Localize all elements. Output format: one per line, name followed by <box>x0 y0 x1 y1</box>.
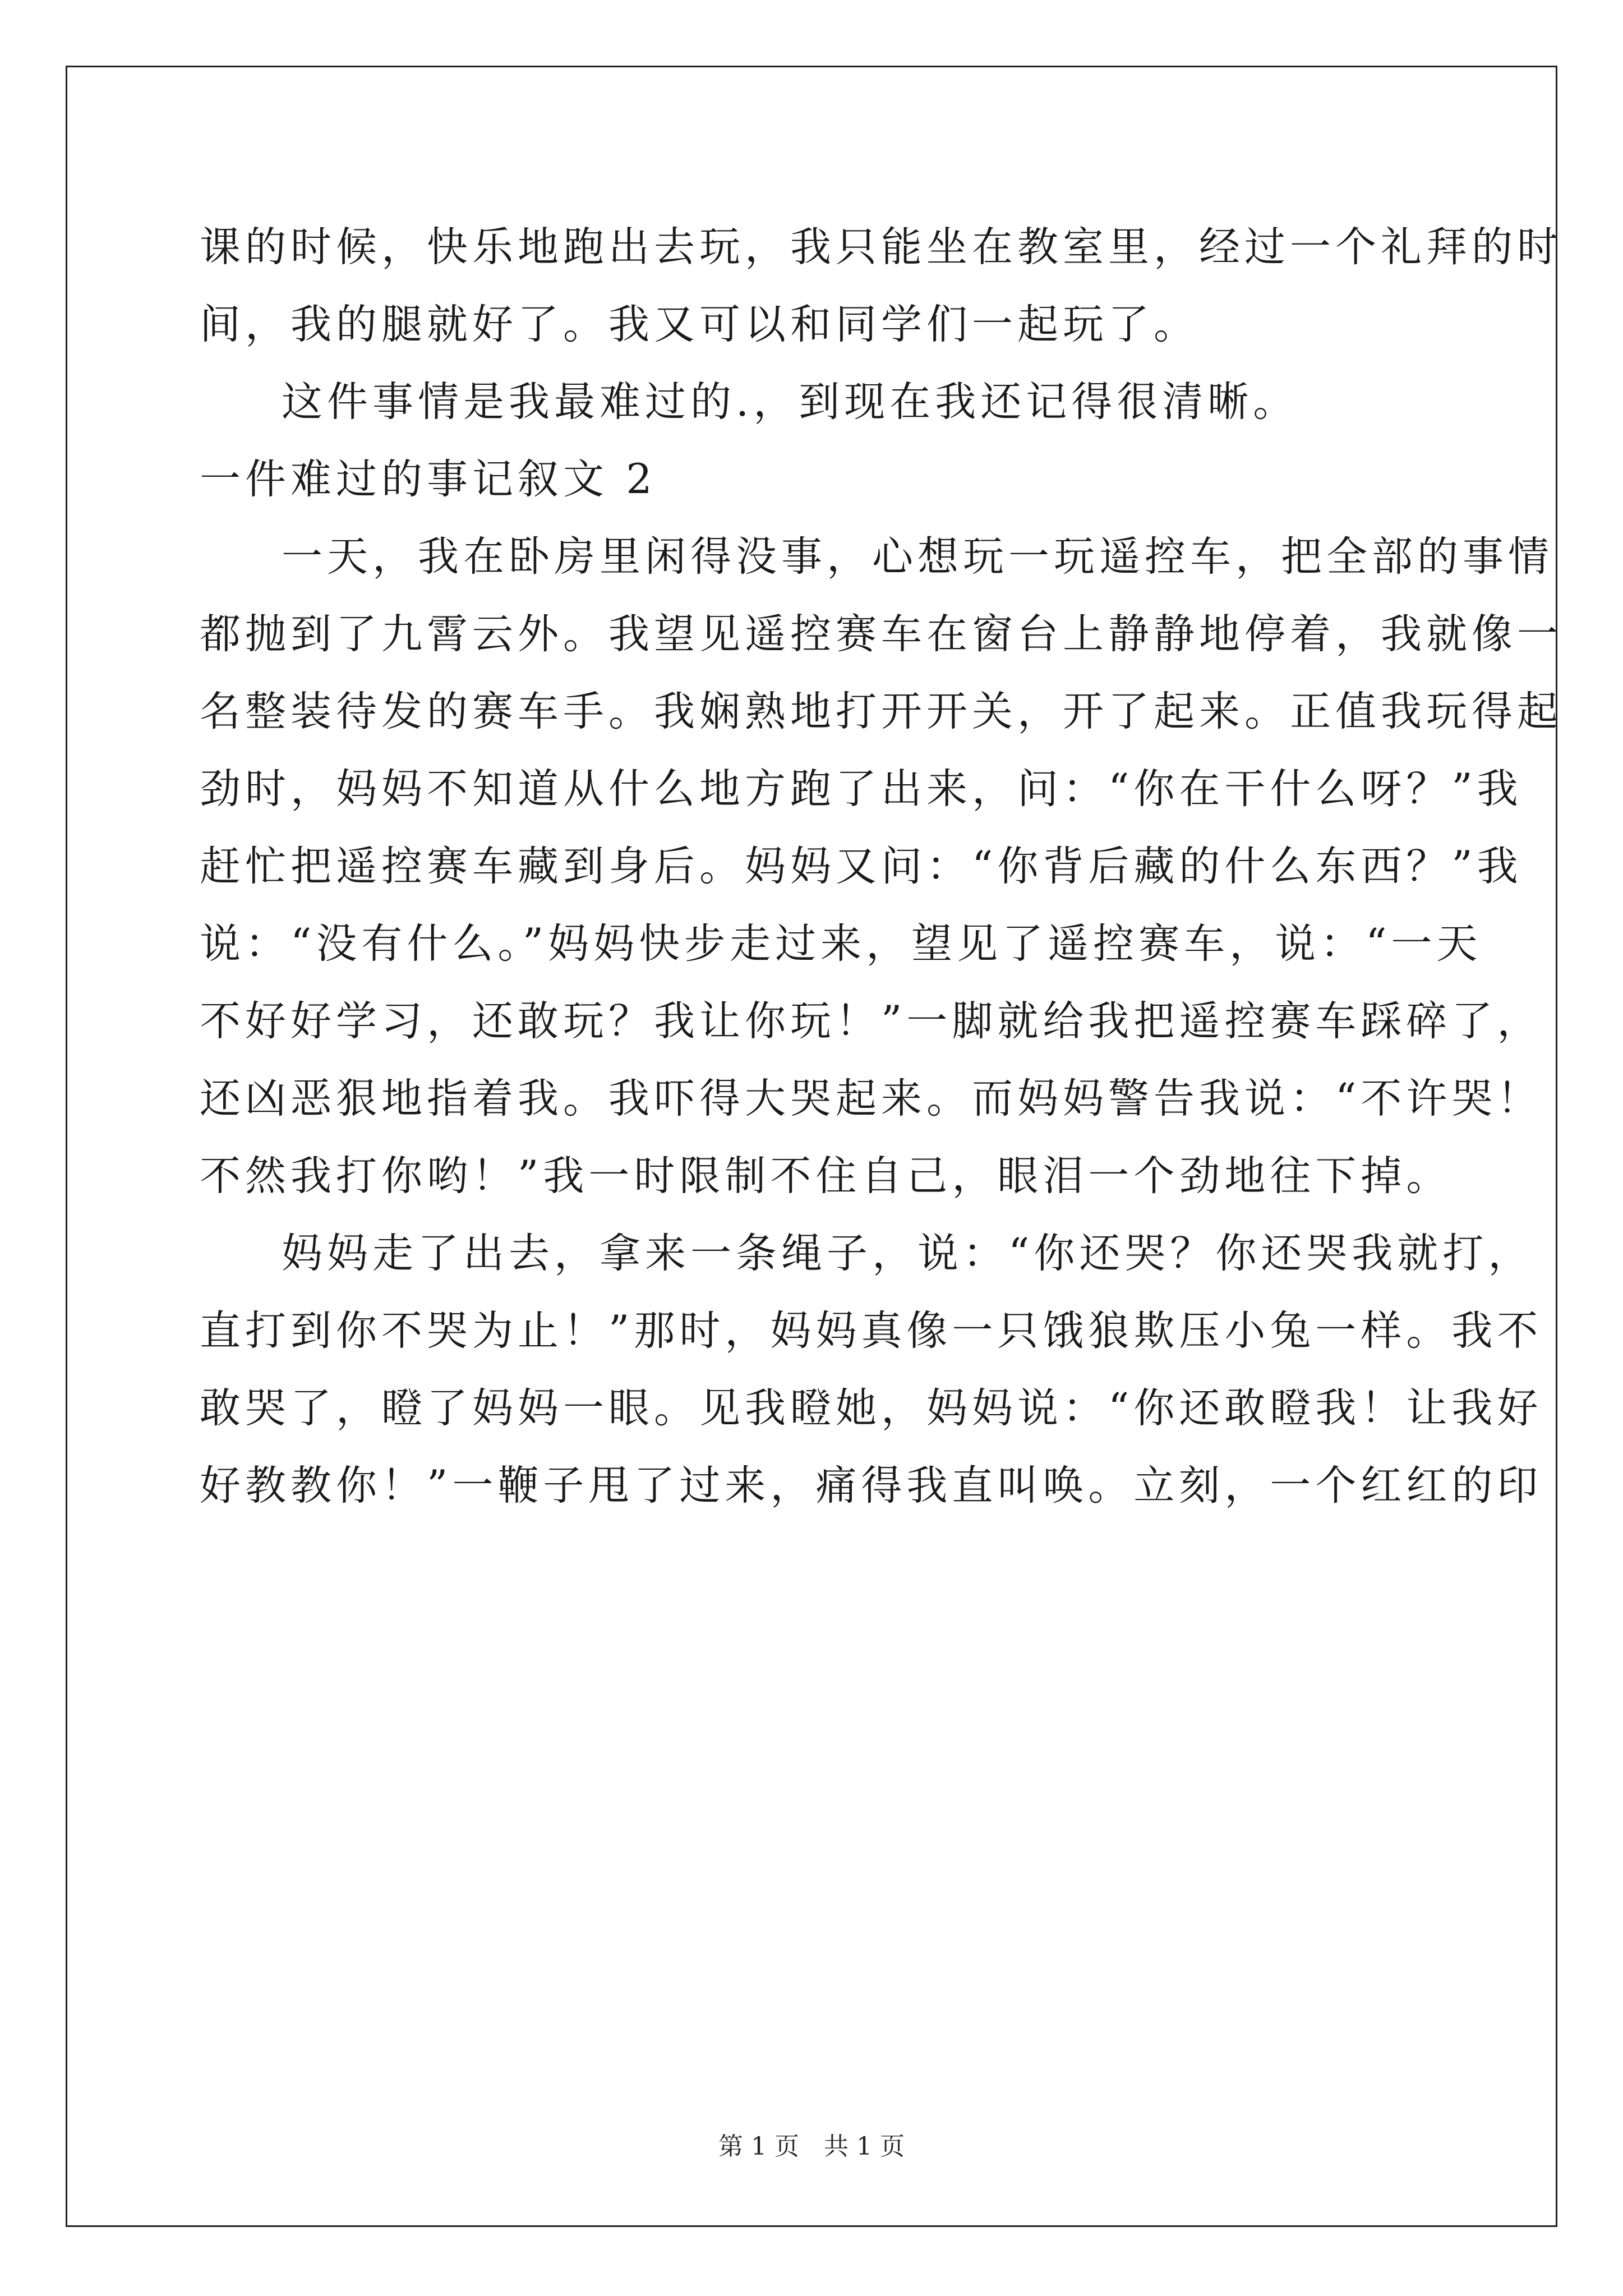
text-line: 还凶恶狠地指着我。我吓得大哭起来。而妈妈警告我说：“不许哭！ <box>200 1075 1543 1122</box>
text-line: 课的时候，快乐地跑出去玩，我只能坐在教室里，经过一个礼拜的时 <box>200 223 1562 271</box>
text-line: 好教教你！”一鞭子甩了过来，痛得我直叫唤。立刻，一个红红的印 <box>200 1462 1543 1510</box>
paragraph-start: 妈妈走了出去，拿来一条绳子，说：“你还哭？你还哭我就打， <box>282 1230 1534 1277</box>
text-line: 不好好学习，还敢玩？我让你玩！”一脚就给我把遥控赛车踩碎了， <box>200 997 1543 1045</box>
paragraph-start: 一天，我在卧房里闲得没事，心想玩一玩遥控车，把全部的事情 <box>282 533 1553 581</box>
text-line: 直打到你不哭为止！”那时，妈妈真像一只饿狼欺压小兔一样。我不 <box>200 1307 1543 1355</box>
text-line: 不然我打你哟！”我一时限制不住自己，眼泪一个劲地往下掉。 <box>200 1152 1452 1200</box>
text-line: 赶忙把遥控赛车藏到身后。妈妈又问：“你背后藏的什么东西？”我 <box>200 843 1523 890</box>
text-line: 劲时，妈妈不知道从什么地方跑了出来，问：“你在干什么呀？”我 <box>200 765 1523 813</box>
text-line: 说：“没有什么。”妈妈快步走过来，望见了遥控赛车，说：“一天 <box>200 920 1482 968</box>
page-footer: 第 1 页 共 1 页 <box>718 2132 905 2161</box>
document-body <box>200 209 1562 1525</box>
text-line: 都抛到了九霄云外。我望见遥控赛车在窗台上静静地停着，我就像一 <box>200 610 1562 658</box>
paragraph-start: 这件事情是我最难过的.，到现在我还记得很清晰。 <box>282 378 1299 426</box>
text-line: 名整装待发的赛车手。我娴熟地打开开关，开了起来。正值我玩得起 <box>200 688 1562 735</box>
section-heading: 一件难过的事记叙文 2 <box>200 455 657 503</box>
text-line: 间，我的腿就好了。我又可以和同学们一起玩了。 <box>200 301 1199 348</box>
text-line: 敢哭了，瞪了妈妈一眼。见我瞪她，妈妈说：“你还敢瞪我！让我好 <box>200 1384 1543 1432</box>
